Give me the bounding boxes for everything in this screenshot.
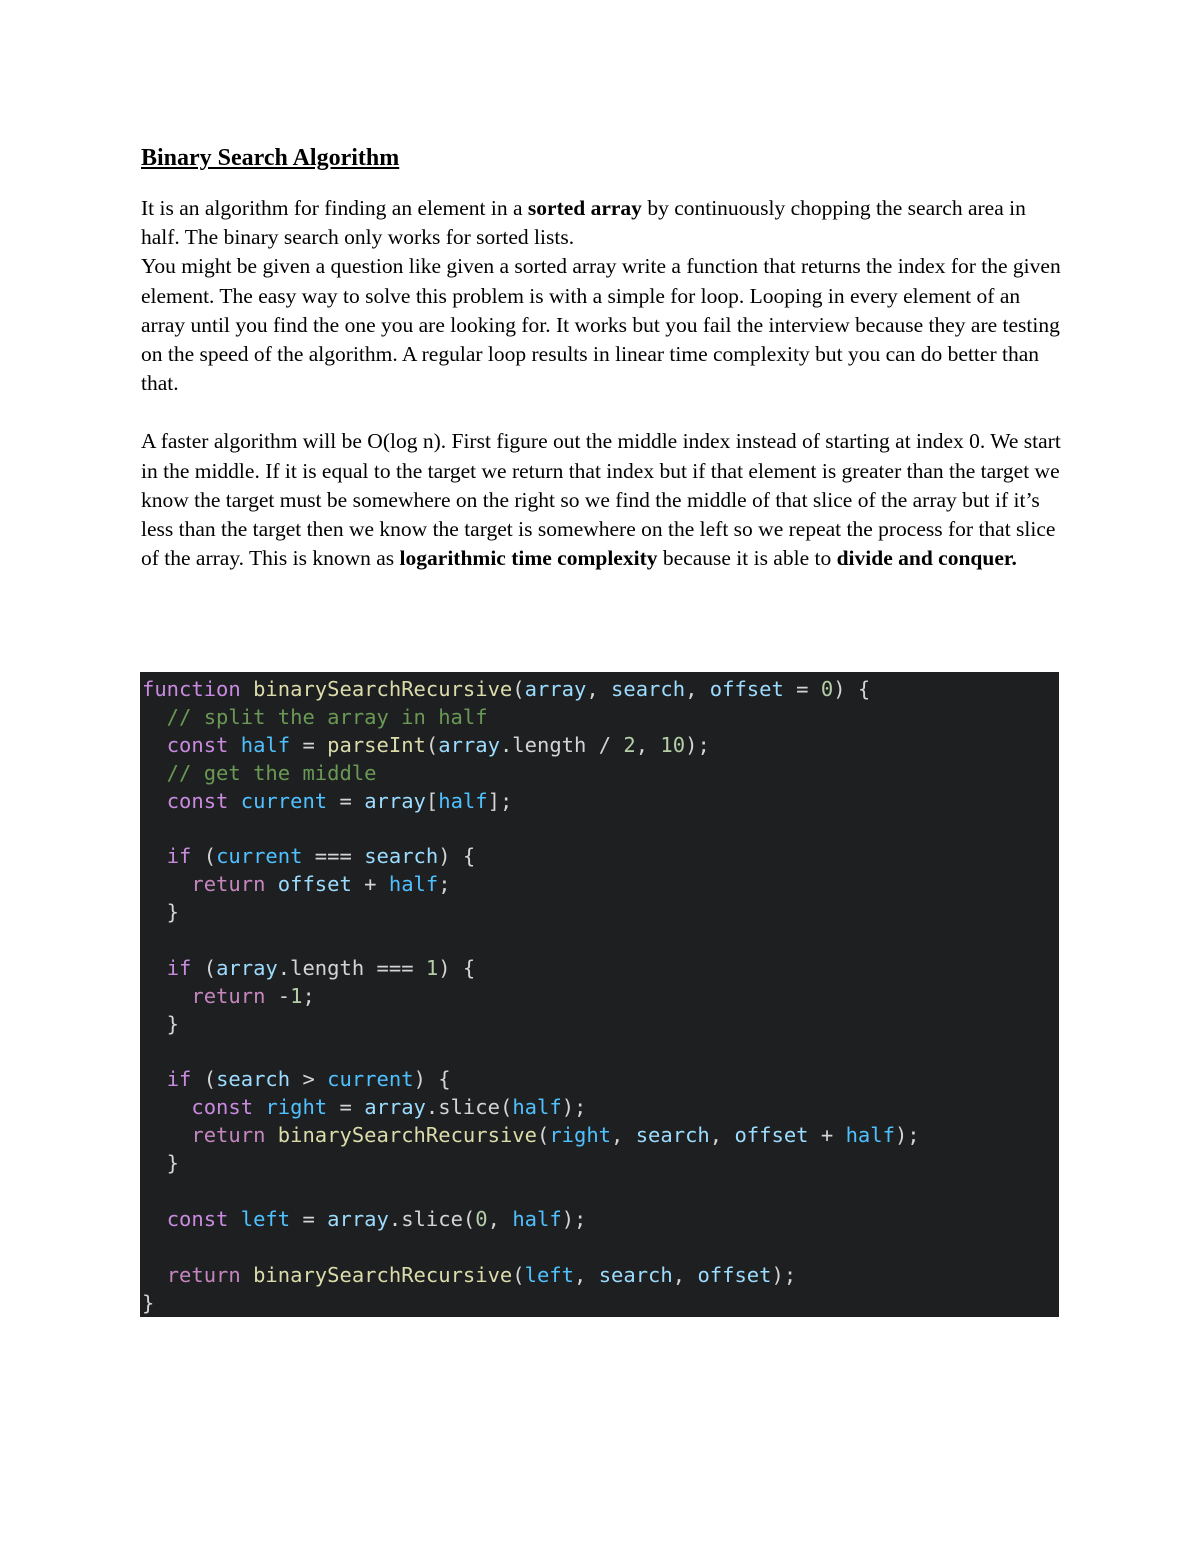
- code-token: return: [191, 872, 266, 897]
- code-token: ===: [302, 844, 365, 869]
- code-token: return: [191, 1123, 266, 1148]
- code-token: half: [388, 872, 439, 897]
- code-token: ) {: [833, 677, 871, 701]
- code-token: ;: [438, 872, 451, 897]
- code-token: [142, 1207, 167, 1231]
- code-line-2: // split the array in half: [142, 704, 488, 729]
- code-token: current: [240, 788, 328, 813]
- document-body: [141, 140, 1061, 573]
- code-token: array: [524, 677, 587, 701]
- code-token: offset: [709, 677, 784, 701]
- code-token: half: [512, 1095, 562, 1120]
- code-token: [142, 789, 167, 813]
- question-paragraph: You might be given a question like given a sorted array write a function that returns the index for the given element. The easy way to solve this problem is with a simple for loop. Looping in every element of an array until you find the one you are looking for. It works but you fail the interview because they are testing on the speed of the algorithm. A regular loop results in linear time complexity but you can do better than that.: [141, 254, 1061, 396]
- code-token: search: [364, 844, 439, 869]
- code-token: ;: [302, 983, 315, 1008]
- code-token: ,: [574, 1262, 599, 1287]
- code-token: ,: [672, 1262, 698, 1287]
- code-line-1: [142, 676, 1059, 704]
- code-token: right: [549, 1123, 612, 1148]
- code-token: 2: [623, 732, 636, 757]
- code-token: const: [166, 1206, 229, 1231]
- code-token: .length /: [499, 732, 624, 757]
- code-token: 0: [820, 677, 834, 701]
- code-token: );: [561, 1206, 587, 1231]
- code-token: array: [216, 955, 278, 980]
- code-token: current: [327, 1067, 414, 1092]
- code-line-22: [142, 1262, 1059, 1290]
- code-token: parseInt: [327, 732, 426, 757]
- code-token: left: [240, 1206, 291, 1231]
- code-line-15: [142, 1066, 1059, 1094]
- code-line-7: [142, 843, 1059, 871]
- code-line-18: }: [142, 1151, 180, 1176]
- code-token: binarySearchRecursive: [253, 677, 513, 701]
- code-token: [253, 1095, 265, 1119]
- code-token: =: [290, 1206, 328, 1231]
- code-line-19: [142, 1178, 1059, 1206]
- code-token: .length ===: [277, 955, 426, 980]
- code-token: [142, 984, 191, 1008]
- code-line-6: [142, 815, 1059, 843]
- code-line-12: [142, 983, 1059, 1011]
- code-token: +: [351, 872, 389, 897]
- code-line-23: }: [142, 1290, 155, 1315]
- code-token: [228, 733, 240, 757]
- code-token: .slice(: [388, 1206, 476, 1231]
- code-line-10: [142, 927, 1059, 955]
- code-token: 0: [475, 1206, 488, 1231]
- intro-bold-sorted-array: sorted array: [527, 196, 642, 220]
- intro-text-1: It is an algorithm for finding an element in a: [141, 196, 528, 220]
- code-token: return: [191, 983, 266, 1008]
- intro-paragraph: [141, 194, 1061, 252]
- code-token: ,: [586, 677, 612, 701]
- code-token: 1: [290, 983, 303, 1008]
- code-token: half: [240, 732, 291, 757]
- code-token: (: [191, 955, 217, 980]
- code-token: ) {: [438, 955, 476, 980]
- code-token: [241, 677, 253, 701]
- code-token: 1: [425, 955, 439, 980]
- code-token: ,: [709, 1123, 735, 1148]
- code-token: ];: [487, 788, 513, 813]
- code-token: =: [327, 788, 365, 813]
- code-line-14: [142, 1039, 1059, 1067]
- bold-logarithmic-time-complexity: logarithmic time complexity: [399, 546, 658, 571]
- code-line-13: }: [142, 1011, 180, 1036]
- code-token: current: [216, 844, 303, 869]
- code-line-8: [142, 871, 1059, 899]
- code-token: half: [845, 1123, 895, 1148]
- code-token: [265, 1123, 277, 1147]
- code-token: offset: [734, 1123, 809, 1148]
- code-token: array: [327, 1206, 389, 1231]
- code-token: if: [166, 955, 192, 980]
- code-token: offset: [697, 1262, 772, 1287]
- code-token: search: [635, 1123, 710, 1148]
- code-token: [142, 1095, 191, 1119]
- code-token: ) {: [413, 1067, 451, 1092]
- code-token: [241, 1263, 253, 1287]
- code-token: [228, 1207, 240, 1231]
- code-token: left: [524, 1262, 574, 1287]
- code-token: const: [166, 732, 229, 757]
- code-token: search: [216, 1067, 291, 1092]
- faster-text-1: A faster algorithm will be O(log n). First figure out the middle index instead of starting at index 0. We start in the middle. If it is equal to the target we return that index but if that element is greater than the target we know the target must be somewhere on the right so we find the middle of that slice of the array but if it’s less than the target then we know the target is somewhere on the left so we repeat the process for that slice of the array. This is known as: [141, 429, 1061, 571]
- code-token: );: [685, 732, 710, 757]
- code-token: array: [438, 732, 500, 757]
- code-token: const: [191, 1095, 254, 1120]
- code-token: [265, 872, 277, 896]
- code-token: (: [512, 677, 525, 701]
- faster-text-2: because it is able to: [657, 546, 837, 571]
- code-token: binarySearchRecursive: [277, 1123, 537, 1148]
- code-token: (: [191, 844, 217, 869]
- code-token: half: [438, 788, 488, 813]
- code-token: (: [536, 1123, 550, 1148]
- code-token: );: [894, 1123, 920, 1148]
- code-token: if: [166, 1067, 192, 1092]
- code-token: ) {: [438, 844, 476, 869]
- code-token: -: [265, 983, 291, 1008]
- code-token: half: [512, 1206, 562, 1231]
- code-token: function: [142, 677, 241, 701]
- code-token: [142, 1123, 191, 1147]
- code-line-20: [142, 1206, 1059, 1234]
- code-token: right: [265, 1095, 328, 1120]
- code-token: >: [290, 1067, 328, 1092]
- code-token: +: [808, 1123, 846, 1148]
- code-token: [228, 789, 240, 813]
- code-token: =: [327, 1095, 365, 1120]
- code-token: .slice(: [425, 1095, 513, 1120]
- code-token: );: [561, 1095, 587, 1120]
- code-token: [142, 872, 191, 896]
- code-token: [142, 733, 167, 757]
- code-token: array: [364, 788, 426, 813]
- code-token: const: [166, 788, 229, 813]
- code-token: (: [512, 1262, 525, 1287]
- bold-divide-and-conquer: divide and conquer.: [836, 546, 1017, 571]
- code-token: return: [166, 1262, 241, 1287]
- faster-algorithm-paragraph: [141, 427, 1061, 573]
- code-token: array: [364, 1095, 426, 1120]
- code-line-17: [142, 1122, 1059, 1150]
- code-token: [142, 956, 167, 980]
- code-token: (: [191, 1067, 217, 1092]
- code-token: binarySearchRecursive: [253, 1262, 513, 1287]
- code-token: );: [771, 1262, 797, 1287]
- code-token: search: [598, 1262, 673, 1287]
- code-line-5: [142, 788, 1059, 816]
- code-line-9: }: [142, 900, 180, 925]
- code-token: [142, 844, 167, 868]
- code-token: =: [290, 732, 328, 757]
- code-token: 10: [660, 732, 686, 757]
- code-block: [140, 672, 1059, 1317]
- code-line-21: [142, 1234, 1059, 1262]
- page-title: Binary Search Algorithm: [141, 145, 400, 171]
- code-token: (: [425, 732, 439, 757]
- code-line-3: [142, 732, 1059, 760]
- code-line-11: [142, 955, 1059, 983]
- code-token: offset: [277, 872, 352, 897]
- code-token: [: [425, 788, 439, 813]
- code-token: =: [783, 677, 821, 701]
- code-token: ,: [487, 1206, 513, 1231]
- code-line-4: // get the middle: [142, 760, 377, 785]
- code-token: ,: [611, 1123, 636, 1148]
- intro-text-2: by continuously chopping the search area in half. The binary search only works for sorted lists.: [141, 196, 1026, 250]
- code-token: search: [611, 677, 686, 701]
- code-token: ,: [635, 732, 661, 757]
- code-token: ,: [685, 677, 710, 701]
- code-token: [142, 1067, 167, 1091]
- paragraph-gap: [141, 398, 1061, 427]
- code-line-16: [142, 1094, 1059, 1122]
- code-token: if: [166, 844, 192, 869]
- code-token: [142, 1263, 167, 1287]
